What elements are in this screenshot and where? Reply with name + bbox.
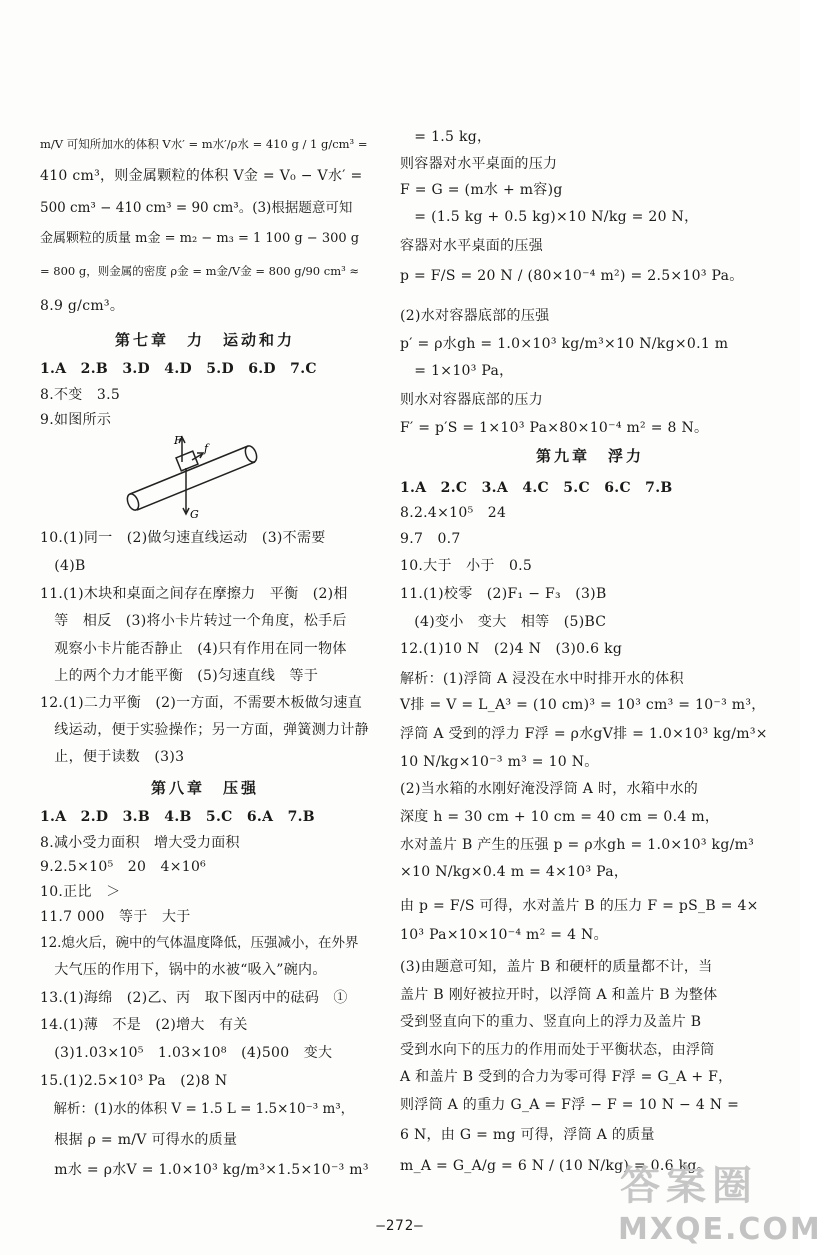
text-line: 12.(1)二力平衡 (2)一方面，不需要木板做匀速直 <box>40 695 363 711</box>
text-line: 13.(1)海绵 (2)乙、丙 取下图丙中的砝码 ① <box>40 990 348 1006</box>
text-line: (4)B <box>40 558 86 574</box>
text-line: 上的两个力才能平衡 (5)匀速直线 等于 <box>40 668 319 684</box>
text-line: 容器对水平桌面的压强 <box>400 238 543 254</box>
text-line: 则容器对水平桌面的压力 <box>400 156 558 172</box>
text-line: 受到竖直向下的重力、竖直向上的浮力及盖片 B <box>400 1014 702 1030</box>
text-line: 12.熄火后，碗中的气体温度降低，压强减小，在外界 <box>40 935 359 951</box>
text-line: m/V 可知所加水的体积 V水′ = m水′/ρ水 = 410 g / 1 g/cm³ = <box>40 137 368 151</box>
text-line: 10.正比 ＞ <box>40 884 121 900</box>
text-line: 9.2.5×10⁵ 20 4×10⁶ <box>40 859 207 875</box>
text-line: 8.9 g/cm³。 <box>40 298 125 314</box>
text-line: 由 p = F/S 可得，水对盖片 B 的压力 F = pS_B = 4× <box>400 898 759 914</box>
label-gravity: G <box>190 508 199 521</box>
text-line: 10 N/kg×10⁻³ m³ = 10 N。 <box>400 754 599 770</box>
text-line: 1.A 2.D 3.B 4.B 5.C 6.A 7.B <box>40 809 315 825</box>
text-line: 则浮筒 A 的重力 G_A = F浮 − F = 10 N − 4 N = <box>400 1097 740 1113</box>
text-line: 10³ Pa×10×10⁻⁴ m² = 4 N。 <box>400 927 608 943</box>
text-line: (2)水对容器底部的压强 <box>400 308 550 324</box>
text-line: 9.如图所示 <box>40 412 112 428</box>
text-line: 14.(1)薄 不是 (2)增大 有关 <box>40 1017 248 1033</box>
text-line: = 1×10³ Pa， <box>400 363 514 379</box>
text-line: 线运动，便于实验操作；另一方面，弹簧测力计静 <box>40 722 369 738</box>
label-friction: f <box>204 442 209 455</box>
text-line: 大气压的作用下，锅中的水被“吸入”碗内。 <box>40 962 327 978</box>
chapter-heading: 第九章 浮力 <box>535 447 644 465</box>
text-line: 观察小卡片能否静止 (4)只有作用在同一物体 <box>40 641 347 657</box>
text-line: 金属颗粒的质量 m金 = m₂ − m₃ = 1 100 g − 300 g <box>40 231 360 246</box>
text-line: 盖片 B 刚好被拉开时，以浮筒 A 和盖片 B 为整体 <box>400 987 718 1003</box>
text-line: 8.不变 3.5 <box>40 387 121 403</box>
text-line: 水对盖片 B 产生的压强 p = ρ水gh = 1.0×10³ kg/m³ <box>400 837 755 853</box>
text-line: 解析：(1)水的体积 V = 1.5 L = 1.5×10⁻³ m³， <box>40 1101 355 1117</box>
text-line: (2)当水箱的水刚好淹没浮筒 A 时，水箱中水的 <box>400 781 699 797</box>
watermark-url: MXQE.COM <box>618 1212 822 1247</box>
text-line: 11.(1)校零 (2)F₁ − F₃ (3)B <box>400 586 607 602</box>
page-number: —272— <box>376 1218 424 1234</box>
text-line: 根据 ρ = m/V 可得水的质量 <box>40 1132 238 1148</box>
text-line: 9.7 0.7 <box>400 531 461 547</box>
text-line: 浮筒 A 受到的浮力 F浮 = ρ水gV排 = 1.0×10³ kg/m³× <box>400 726 768 742</box>
text-line: 1.A 2.C 3.A 4.C 5.C 6.C 7.B <box>400 480 673 496</box>
text-line: 11.(1)木块和桌面之间存在摩擦力 平衡 (2)相 <box>40 586 348 602</box>
text-line: 12.(1)10 N (2)4 N (3)0.6 kg <box>400 641 623 657</box>
text-line: 8.2.4×10⁵ 24 <box>400 505 507 521</box>
chapter-heading: 第七章 力 运动和力 <box>114 331 295 349</box>
text-line: V排 = V = L_A³ = (10 cm)³ = 10³ cm³ = 10⁻³ m³， <box>400 697 766 713</box>
label-force-up: F <box>174 434 182 447</box>
text-line: 10.(1)同一 (2)做匀速直线运动 (3)不需要 <box>40 530 326 546</box>
watermark-title: 答案圈 <box>620 1163 758 1209</box>
text-line: 6 N，由 G = mg 可得，浮筒 A 的质量 <box>400 1127 655 1143</box>
text-line: 500 cm³ − 410 cm³ = 90 cm³。(3)根据题意可知 <box>40 200 353 216</box>
text-line: (4)变小 变大 相等 (5)BC <box>400 614 607 630</box>
text-line: 止，便于读数 (3)3 <box>40 749 185 765</box>
text-line: = (1.5 kg + 0.5 kg)×10 N/kg = 20 N， <box>400 209 699 225</box>
text-line: p = F/S = 20 N / (80×10⁻⁴ m²) = 2.5×10³ Pa。 <box>400 268 744 284</box>
text-line: 11.7 000 等于 大于 <box>40 909 191 925</box>
text-line: 解析：(1)浮筒 A 浸没在水中时排开水的体积 <box>400 671 684 687</box>
text-line: 受到水向下的压力的作用而处于平衡状态，由浮筒 <box>400 1042 715 1058</box>
text-line: = 800 g，则金属的密度 ρ金 = m金/V金 = 800 g/90 cm³ ≈ <box>40 264 360 278</box>
chapter-heading: 第八章 压强 <box>150 779 259 797</box>
text-line: (3)1.03×10⁵ 1.03×10⁸ (4)500 变大 <box>40 1045 333 1061</box>
text-line: 深度 h = 30 cm + 10 cm = 40 cm = 0.4 m， <box>400 809 720 825</box>
text-line: (3)由题意可知，盖片 B 和硬杆的质量都不计，当 <box>400 959 713 975</box>
text-line: 等 相反 (3)将小卡片转过一个角度，松手后 <box>40 613 347 629</box>
force-diagram <box>120 432 270 520</box>
text-line: 15.(1)2.5×10³ Pa (2)8 N <box>40 1073 228 1089</box>
text-line: 8.减小受力面积 增大受力面积 <box>40 835 240 851</box>
text-line: m_A = G_A/g = 6 N / (10 N/kg) = 0.6 kg。 <box>400 1158 711 1174</box>
text-line: F = G = (m水 + m容)g <box>400 182 563 198</box>
text-line: A 和盖片 B 受到的合力为零可得 F浮 = G_A + F， <box>400 1069 733 1085</box>
text-line: 10.大于 小于 0.5 <box>400 558 533 574</box>
text-line: ×10 N/kg×0.4 m = 4×10³ Pa， <box>400 864 629 880</box>
text-line: 1.A 2.B 3.D 4.D 5.D 6.D 7.C <box>40 361 317 377</box>
text-line: p′ = ρ水gh = 1.0×10³ kg/m³×10 N/kg×0.1 m <box>400 336 729 352</box>
incline-bottom-edge <box>137 462 255 510</box>
text-line: F′ = p′S = 1×10³ Pa×80×10⁻⁴ m² = 8 N。 <box>400 420 709 436</box>
text-line: m水 = ρ水V = 1.0×10³ kg/m³×1.5×10⁻³ m³ <box>40 1162 369 1178</box>
watermark <box>600 1148 822 1255</box>
text-line: 410 cm³，则金属颗粒的体积 V金 = V₀ − V水′ = <box>40 168 363 184</box>
text-line: 则水对容器底部的压力 <box>400 392 543 408</box>
text-line: = 1.5 kg， <box>400 129 492 145</box>
